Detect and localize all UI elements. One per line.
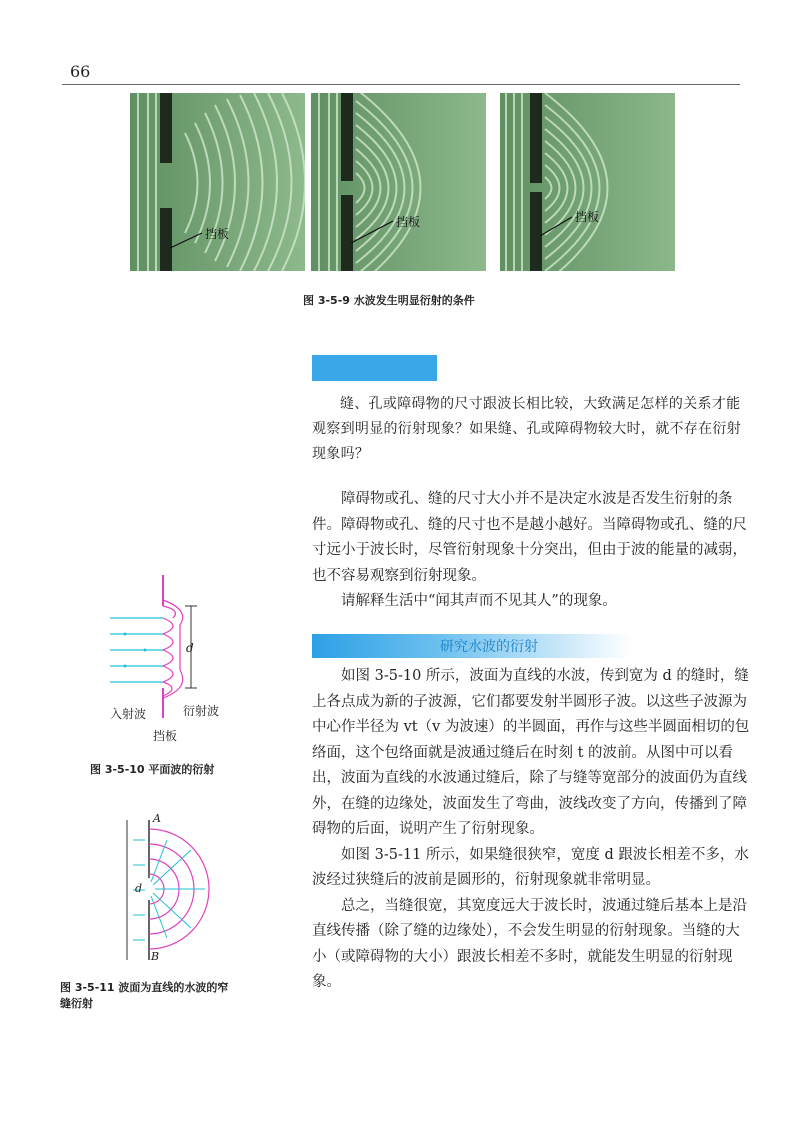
- ripple-photo-2: [311, 93, 486, 271]
- diffracted-wave-label: 衍射波: [183, 704, 220, 718]
- ripple-photo-1: [130, 93, 305, 271]
- header-rule: [62, 84, 740, 85]
- question-marker: [312, 355, 437, 381]
- page-number: 66: [70, 62, 91, 81]
- caption-line: 缝衍射: [60, 997, 93, 1010]
- barrier-label: 挡板: [153, 729, 178, 743]
- paragraph: 障碍物或孔、缝的尺寸大小并不是决定水波是否发生衍射的条件。障碍物或孔、缝的尺寸也不是越小越好。当障碍物或孔、缝的尺寸远小于波长时，尽管衍射现象十分突出，但由于波的能量的减弱，也不容易观察到衍射现象。: [312, 491, 747, 584]
- slit-width-label: d: [135, 882, 143, 895]
- figure-caption-3-5-9: 图 3-5-9 水波发生明显衍射的条件: [303, 294, 475, 307]
- barrier-label: 挡板: [396, 215, 421, 229]
- figure-plane-wave-diffraction: [95, 570, 255, 745]
- point-b-label: B: [151, 950, 160, 963]
- slit-width-label: d: [186, 641, 194, 655]
- point-a-label: A: [153, 812, 161, 825]
- section-body: [312, 664, 752, 996]
- barrier-label: 挡板: [575, 210, 600, 224]
- section-title: 研究水波的衍射: [440, 639, 538, 655]
- figure-caption-3-5-10: 图 3-5-10 平面波的衍射: [90, 763, 215, 776]
- paragraph: 如图 3-5-10 所示，波面为直线的水波，传到宽为 d 的缝时，缝上各点成为新的子波源，它们都要发射半圆形子波。以这些子波源为中心作半径为 vt（v 为波速）的半圆面，再作与这些半圆面相切的包络面，这个包络面就是波通过缝后在时刻 t 的波前。从图中可以看出，波面为直线的水波通过缝后，除了与缝等宽部分的波面仍为直线外，在缝的边缘处，波面发生了弯曲，波线改变了方向，传播到了障碍物的后面，说明产生了衍射现象。: [312, 668, 750, 837]
- thinking-question: 缝、孔或障碍物的尺寸跟波长相比较，大致满足怎样的关系才能观察到明显的衍射现象？如果缝、孔或障碍物较大时，就不存在衍射现象吗？: [312, 396, 741, 462]
- paragraph: 总之，当缝很宽，其宽度远大于波长时，波通过缝后基本上是沿直线传播（除了缝的边缘处），不会发生明显的衍射现象。当缝的大小（或障碍物的大小）跟波长相差不多时，就能发生明显的衍射现象。: [312, 897, 747, 990]
- caption-line: 图 3-5-11 波面为直线的水波的窄: [60, 981, 229, 994]
- figure-caption-3-5-11: [60, 979, 228, 1011]
- ripple-photo-3: [500, 93, 675, 271]
- paragraph: 请解释生活中“闻其声而不见其人”的现象。: [341, 593, 617, 609]
- discussion-text: [312, 487, 752, 615]
- figure-narrow-slit-diffraction: [105, 810, 225, 970]
- paragraph: 如图 3-5-11 所示，如果缝很狭窄，宽度 d 跟波长相差不多，水波经过狭缝后的波前是圆形的，衍射现象就非常明显。: [312, 846, 749, 888]
- incident-wave-label: 入射波: [110, 707, 147, 721]
- barrier-label: 挡板: [205, 227, 230, 241]
